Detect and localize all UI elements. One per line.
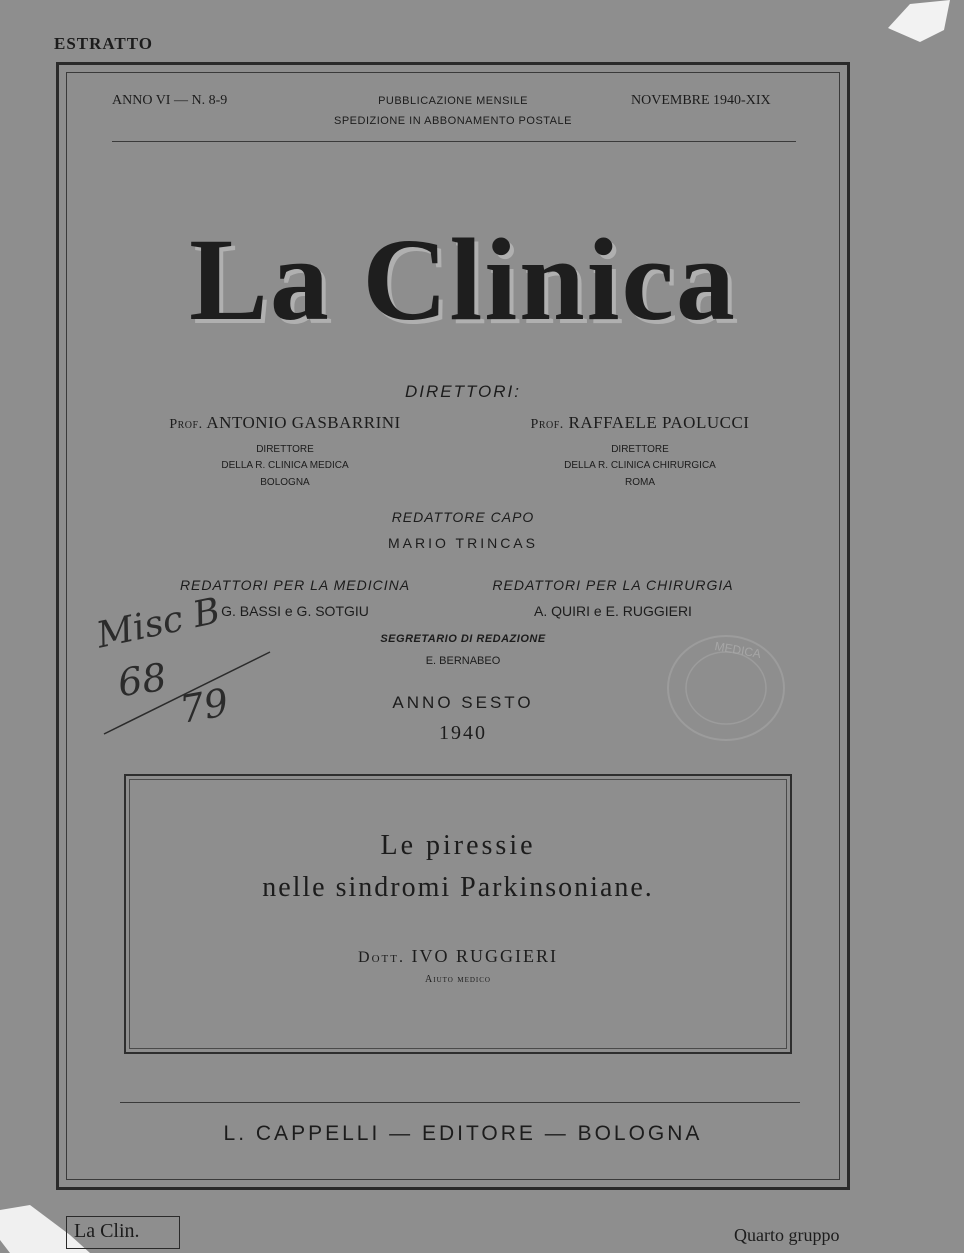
director-left-title: Prof.	[169, 417, 203, 432]
article-box-inner	[129, 779, 787, 1049]
year-label: ANNO SESTO	[392, 693, 534, 712]
handwritten-shelfmark-2: 68	[115, 654, 170, 706]
director-left-role2: DELLA R. CLINICA MEDICA	[221, 460, 349, 471]
footer-label: La Clin.	[74, 1220, 140, 1242]
publication-info-1: PUBBLICAZIONE MENSILE	[378, 95, 528, 107]
handwritten-shelfmark-1: Misc B	[93, 590, 224, 657]
year-value: 1940	[439, 722, 487, 744]
chief-editor-heading: REDATTORE CAPO	[391, 509, 535, 525]
publisher-line: L. CAPPELLI — EDITORE — BOLOGNA	[223, 1122, 703, 1145]
handwritten-strike	[100, 648, 275, 738]
author-name: IVO RUGGIERI	[411, 946, 558, 966]
header-rule	[112, 141, 796, 142]
director-right-title: Prof.	[530, 417, 564, 432]
author-role: Aiuto medico	[425, 974, 491, 985]
editors-medicine-heading: REDATTORI PER LA MEDICINA	[179, 577, 411, 593]
chief-editor-name: MARIO TRINCAS	[388, 535, 538, 551]
torn-corner-top	[880, 0, 964, 50]
stamp-text: MEDICA	[713, 639, 763, 661]
article-title-line1: Le piressie	[380, 830, 536, 861]
director-right-city: ROMA	[625, 477, 655, 488]
director-right-role1: DIRETTORE	[611, 444, 669, 455]
publisher-rule	[120, 1102, 800, 1103]
director-right-role2: DELLA R. CLINICA CHIRURGICA	[564, 460, 716, 471]
secretary-heading: SEGRETARIO DI REDAZIONE	[380, 633, 546, 645]
extract-label: ESTRATTO	[54, 34, 154, 53]
director-left-role1: DIRETTORE	[256, 444, 314, 455]
issue-number: ANNO VI — N. 8-9	[112, 93, 228, 108]
publication-info-2: SPEDIZIONE IN ABBONAMENTO POSTALE	[334, 115, 572, 127]
handwritten-shelfmark-3: 79	[176, 680, 232, 732]
director-left-city: BOLOGNA	[260, 477, 310, 488]
footer-group: Quarto gruppo	[734, 1225, 840, 1245]
editors-medicine-names: G. BASSI e G. SOTGIU	[221, 603, 369, 619]
journal-title: La Clinica	[189, 214, 737, 345]
director-left-name	[125, 413, 445, 433]
editors-surgery-heading: REDATTORI PER LA CHIRURGIA	[492, 577, 734, 593]
directors-heading: DIRETTORI:	[404, 382, 522, 401]
article-author	[124, 946, 792, 967]
issue-date: NOVEMBRE 1940-XIX	[631, 93, 771, 108]
editors-surgery-names: A. QUIRI e E. RUGGIERI	[534, 603, 692, 619]
secretary-name: E. BERNABEO	[425, 655, 501, 667]
author-title: Dott.	[358, 949, 405, 966]
director-left-fullname: ANTONIO GASBARRINI	[206, 413, 401, 432]
library-stamp-icon	[664, 632, 788, 744]
article-title-line2: nelle sindromi Parkinsoniane.	[262, 872, 654, 903]
director-right-name	[480, 413, 800, 433]
director-right-fullname: RAFFAELE PAOLUCCI	[568, 413, 750, 432]
